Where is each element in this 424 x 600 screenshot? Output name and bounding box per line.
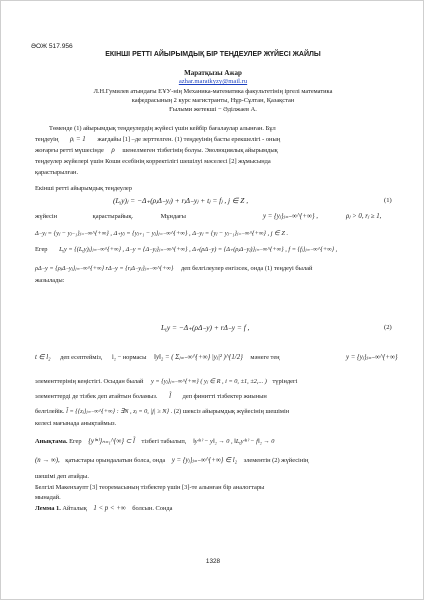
definition-line-2 — [35, 456, 308, 464]
text: тізбегі табылып, — [141, 438, 187, 445]
paper-title: ЕКІНШІ РЕТТІ АЙЫРЫМДЫҚ БІР ТЕҢДЕУЛЕР ЖҮЙЕСІ ЖАЙЛЫ — [105, 51, 321, 58]
text: Айталық — [62, 505, 87, 512]
difference-operators-line: Δ₋yⱼ = {yⱼ − yⱼ₋₁}ⱼ₌₋∞^{+∞} , Δ₊yⱼ = {yⱼ₊₁ − yⱼ}ⱼ₌₋∞^{+∞} , Δ₋yⱼ = {yⱼ − yⱼ₋₁}ⱼ₌₋∞^{+∞} , j ∈ Z . — [35, 230, 289, 237]
text: болсын. Сонда — [132, 505, 173, 512]
sequence-elements: y = {yⱼ}ⱼ₌₋∞^{+∞} ( yⱼ ∈ R , i = 0, ±1, ±2,... ) — [151, 378, 267, 385]
equation-2: Lᵧy = −Δ₊(ρΔ₋y) + rΔ₋y = f , — [161, 323, 250, 332]
equation-1-number: (1) — [384, 197, 392, 204]
equation-2-number: (2) — [384, 324, 392, 331]
intro-text: шенелмеген тізбегінің болуы. Эволюциялық айырымдық — [122, 147, 278, 154]
intro-line-2 — [35, 136, 280, 143]
convergence-conditions: ‖y⁽ⁿ⁾ − y‖₂ → 0 , ‖Lᵧy⁽ⁿ⁾ − f‖₂ → 0 — [192, 438, 275, 445]
rho-symbol: ρ — [111, 147, 115, 154]
system-label: Екінші ретті айырымдық теңдеулер — [35, 185, 132, 192]
text: l₂ − нормасы — [111, 354, 147, 361]
supervisor-line: Ғылыми жетекші − Әділжаев А. — [169, 106, 257, 113]
l-tilde-definition: l̃ = {{zⱼ}ⱼ₌₋∞^{+∞} : ∃N , zⱼ = 0, |j| ≥ N} — [66, 408, 169, 415]
text: қарастырайық. — [92, 213, 134, 220]
p-range-condition: 1 < p < +∞ — [93, 505, 126, 512]
text: жүйесін — [35, 213, 58, 220]
notation-formulas: Lᵧy = {(Lᵧy)ⱼ}ⱼ₌₋∞^{+∞} , Δ₋y = {Δ₋yⱼ}ⱼ₌₋∞^{+∞} , Δ₊(ρΔ₋y) = {Δ₊(ρⱼΔ₋yⱼ)}ⱼ₌₋∞^{+∞} , f = {fⱼ}ⱼ₌₋∞^{+∞} , — [59, 246, 338, 253]
meaning-line: келесі мағынада анықтаймыз. — [35, 420, 117, 427]
text: деп финитті тізбектер жиынын — [182, 393, 267, 400]
t-in-l2: t ∈ l₂ — [35, 354, 51, 361]
text: қатыстары орындалатын болса, онда — [65, 457, 166, 464]
muckenhoupt-line-1: Белгілі Макенхаупт [3] теоремасының тізбектер үшін [3]-те алынған бір аналогтары — [35, 484, 265, 491]
finite-sequences-line — [35, 393, 267, 400]
definition-line-1 — [35, 437, 274, 445]
muckenhoupt-line-2: мынадай. — [35, 494, 61, 501]
text: Егер — [35, 246, 48, 253]
l2-norm-formula: ‖y‖₂ = ( Σⱼ₌₋∞^{+∞} |yⱼ|² )^{1/2} — [154, 354, 243, 361]
space-line — [35, 378, 297, 385]
text: элементтерінің кеңістігі. Осыдан былай — [35, 378, 144, 385]
text: деп белгілеулер енгізсек, онда (1) теңдеуі былай — [181, 265, 313, 272]
intro-line-5: қарастырылған. — [35, 169, 79, 176]
affiliation-line-2: кафедрасының 2 курс магистранты, Нұр-Сұлтан, Қазақстан — [131, 97, 295, 104]
intro-line-1: Төменде (1) айырымдық теңдеулердің жүйесі үшін кейбір бағалаулар алынған. Бұл — [49, 125, 276, 132]
text: түріндегі — [272, 378, 298, 385]
page-number: 1328 — [205, 558, 221, 565]
intro-text: теңдеуің — [35, 136, 59, 143]
definition-line-3: шешімі деп атайды. — [35, 473, 89, 480]
text: мәнеге тең — [250, 354, 280, 361]
text: деп есептейміз, — [60, 354, 103, 361]
equation-1: (Lᵧy)ⱼ = −Δ₊(ρⱼΔ₋yⱼ) + rⱼΔ₋yⱼ + tⱼ = fⱼ , j ∈ Z , — [113, 196, 249, 205]
intro-text: жағдайы [1] –де зерттелген. (1) теңдеуінің басты ерекшелігі - оның — [97, 136, 281, 143]
affiliation-line-1: Л.Н.Гумилев атындағы ЕҰУ-нің Механика-математика факультетінің іргелі математика — [93, 88, 333, 95]
egersek-line — [35, 246, 337, 253]
notation-line-2 — [35, 265, 312, 272]
text: элементін (2) жүйесінің — [243, 457, 309, 464]
text: элементтерді де тізбек деп атайтын боламыз. — [35, 393, 158, 400]
text: Егер — [69, 438, 82, 445]
udc-code: ӘОЖ 517.956 — [31, 43, 73, 50]
intro-line-4: теңдеулер жүйелері үшін Коши есебінің корректілігі шешілуі мәселесі [2] жұмысында — [35, 158, 271, 165]
text: белгілейік. — [35, 408, 65, 415]
finite-set-definition-line — [35, 408, 289, 415]
lemma-line — [35, 505, 173, 512]
norm-line — [35, 353, 280, 361]
rho-one-formula: ρᵢ = 1 — [69, 136, 86, 143]
sequence-y: y = {yⱼ}ⱼ₌₋∞^{+∞} — [346, 354, 398, 361]
line-where — [35, 213, 186, 220]
lemma-label: Лемма 1. — [35, 505, 61, 512]
definition-label: Анықтама. — [35, 438, 68, 445]
solution-element: y = {yⱼ}ⱼ₌₋∞^{+∞} ∈ l₂ — [171, 457, 237, 464]
line-written: жазылады: — [35, 277, 65, 284]
text: . (2) шексіз айырымдық жүйесінің шешімін — [170, 408, 290, 415]
approximating-sequence: {y⁽ⁿ⁾}ₙ₌₁^{∞} ⊂ l̃ — [88, 438, 135, 445]
intro-text: жоғарғы ретті мүшесінде — [35, 147, 104, 154]
rho-r-conditions: ρⱼ > 0, rⱼ ≥ 1, — [346, 213, 382, 220]
l-tilde-symbol: l̃ — [169, 393, 171, 400]
author-name: Маратқызы Ажар — [184, 69, 242, 77]
text: Мұндағы — [160, 213, 186, 220]
notation-formulas: ρΔ₋y = {ρⱼΔ₋yⱼ}ⱼ₌₋∞^{+∞} rΔ₋y = {rⱼΔ₋yⱼ}ⱼ₌₋∞^{+∞} — [35, 265, 174, 272]
intro-line-3 — [35, 147, 278, 154]
author-email-link[interactable]: azhar.maratkyzy@mail.ru — [178, 78, 248, 85]
sequence-y-definition: y = {yⱼ}ⱼ₌₋∞^{+∞} , — [263, 213, 318, 220]
n-to-infinity: (n → ∞), — [35, 457, 60, 464]
